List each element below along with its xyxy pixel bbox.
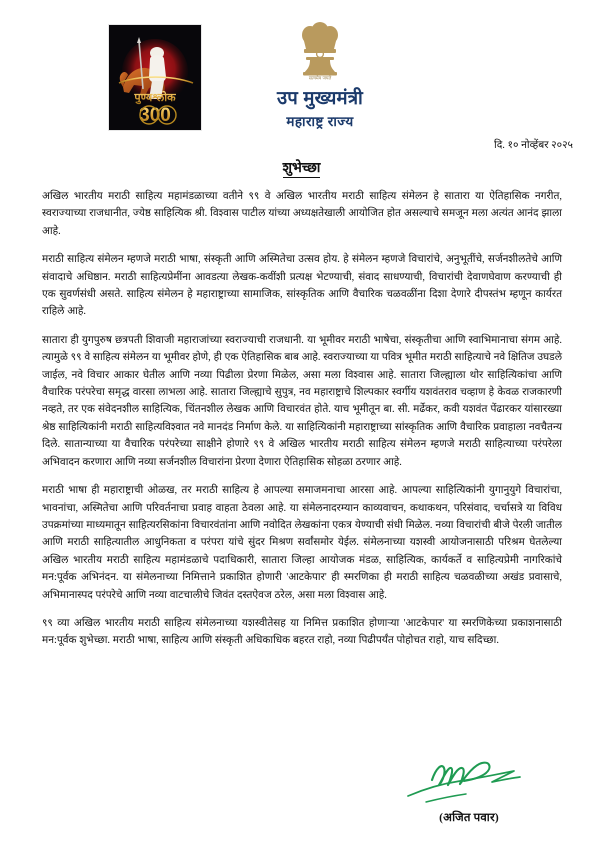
- office-identity-block: [232, 22, 408, 130]
- paragraph: ९९ व्या अखिल भारतीय मराठी साहित्य संमेलनाच्या यशस्वीतेसह या निमित्त प्रकाशित होणाऱ्या 'आटकेपार' या स्मरणिकेच्या प्रकाशनासाठी मन:पूर्वक शुभेच्छा. मराठी भाषा, साहित्य आणि संस्कृती अधिकाधिक बहरत राहो, नव्या पिढीपर्यंत पोहोचत राहो, याच सदिच्छा.: [42, 617, 562, 647]
- paragraph: मराठी भाषा ही महाराष्ट्राची ओळख, तर मराठी साहित्य हे आपल्या समाजमनाचा आरसा आहे. आपल्या साहित्यिकांनी युगानुयुगे विचारांचा, भावनांचा, अस्मितेचा आणि परिवर्तनाचा प्रवाह वाहता ठेवला आहे. या संमेलनादरम्यान काव्यवाचन, कथाकथन, परिसंवाद, चर्चासत्रे या विविध उपक्रमांच्या माध्यमातून साहित्यरसिकांना विचारवंतांना आणि नवोदित लेखकांना एकत्र येण्याची संधी मिळेल. नव्या विचारांची बीजे पेरली जातील आणि मराठी साहित्यातील आधुनिकता व परंपरा यांचे सुंदर मिश्रण सर्वांसमोर येईल. संमेलनाच्या यशस्वी आयोजनासाठी परिश्रम घेतलेल्या अखिल भारतीय मराठी साहित्य महामंडळाचे पदाधिकारी, सातारा जिल्हा आयोजक मंडळ, साहित्यिक, कार्यकर्ते व साहित्यप्रेमी नागरिकांचे मन:पूर्वक अभिनंदन. या संमेलनाच्या निमित्ताने प्रकाशित होणारी 'आटकेपार' ही स्मरणिका ही मराठी साहित्य चळवळीच्या अखंड प्रवासाचे, अभिमानास्पद परंपरेचे आणि नव्या वाटचालीचे जिवंत दस्तऐवज ठरेल, असा मला विश्वास आहे.: [42, 485, 562, 601]
- office-title: उप मुख्यमंत्री: [276, 87, 364, 108]
- emblem-art: [292, 22, 348, 80]
- paragraph: अखिल भारतीय मराठी साहित्य महामंडळाच्या वतीने ९९ वे अखिल भारतीय मराठी साहित्य संमेलन हे सातारा या ऐतिहासिक नगरीत, स्वराज्याच्या राजधानीत, ज्येष्ठ साहित्यिक श्री. विश्वास पाटील यांच्या अध्यक्षतेखाली आयोजित होत असल्याचे समजून मला अत्यंत आनंद झाला आहे.: [42, 191, 562, 237]
- emblem-motto: सत्यमेव जयते: [308, 75, 332, 80]
- ashoka-lion-capital-emblem: [232, 22, 408, 80]
- shivaji-maharaj-equestrian-logo: [108, 24, 202, 131]
- logo-numeral-text: 300: [139, 105, 171, 126]
- page-title: [0, 158, 603, 177]
- paragraph: सातारा ही युगपुरुष छत्रपती शिवाजी महाराजांच्या स्वराज्याची राजधानी. या भूमीवर मराठी भाषेचा, संस्कृतीचा आणि स्वाभिमानाचा संगम आहे. त्यामुळे ९९ वे साहित्य संमेलन या भूमीवर होणे, ही एक ऐतिहासिक बाब आहे. स्वराज्याच्या या पवित्र भूमीत मराठी साहित्याचे नवे क्षितिज उघडले जाईल, नवे विचार आकार घेतील आणि नव्या पिढीला प्रेरणा मिळेल, असा मला विश्वास आहे. सातारा जिल्ह्याला थोर साहित्यिकांचा आणि वैचारिक परंपरेचा समृद्ध वारसा लाभला आहे. सातारा जिल्ह्याचे सुपुत्र, नव महाराष्ट्राचे शिल्पकार स्वर्गीय यशवंतराव चव्हाण हे केवळ राजकारणी नव्हते, तर एक संवेदनशील साहित्यिक, चिंतनशील लेखक आणि विचारवंत होते. याच भूमीतून बा. सी. मर्ढेकर, कवी यशवंत पेंढारकर यांसारख्या श्रेष्ठ साहित्यिकांनी मराठी साहित्यविश्वात नवे मानदंड निर्माण केले. या साहित्यिकांनी महाराष्ट्राच्या सांस्कृतिक आणि वैचारिक प्रवाहाला नवचैतन्य दिले. सातान्याच्या या वैचारिक परंपरेच्या साक्षीने होणारे ९९ वे अखिल भारतीय मराठी साहित्य संमेलन म्हणजे मराठी साहित्याच्या परंपरेला अभिवादन करणारा आणि नव्या सर्जनशील विचारांना प्रेरणा देणारा ऐतिहासिक सोहळा ठरणार आहे.: [42, 334, 562, 468]
- signature-block: [369, 754, 569, 825]
- letter-date: दि. १० नोव्हेंबर २०२५: [493, 140, 573, 151]
- commemorative-logo-art: [109, 25, 201, 130]
- letter-body: [42, 188, 562, 650]
- page-title-text: शुभेच्छा: [282, 161, 321, 176]
- logo-primary-text: पुण्यश्लोक: [134, 92, 176, 104]
- office-subtitle: महाराष्ट्र राज्य: [286, 114, 354, 129]
- handwritten-signature: [369, 754, 569, 810]
- letterhead-header: [0, 0, 603, 136]
- signature-stroke: [374, 754, 564, 810]
- signatory-name: (अजित पवार): [439, 812, 499, 824]
- paragraph: मराठी साहित्य संमेलन म्हणजे मराठी भाषा, संस्कृती आणि अस्मितेचा उत्सव होय. हे संमेलन म्हणजे विचारांचे, अनुभूतींचे, सर्जनशीलतेचे आणि संवादाचे अधिष्ठान. मराठी साहित्यप्रेमींना आवडत्या लेखक-कवींशी प्रत्यक्ष भेटण्याची, संवाद साधण्याची, विचारांची देवाणघेवाण करण्याची ही एक सुवर्णसंधी असते. साहित्य संमेलन हे महाराष्ट्राच्या सामाजिक, सांस्कृतिक आणि वैचारिक चळवळींना दिशा देणारे दीपस्तंभ म्हणून कार्यरत राहिले आहे.: [42, 254, 562, 318]
